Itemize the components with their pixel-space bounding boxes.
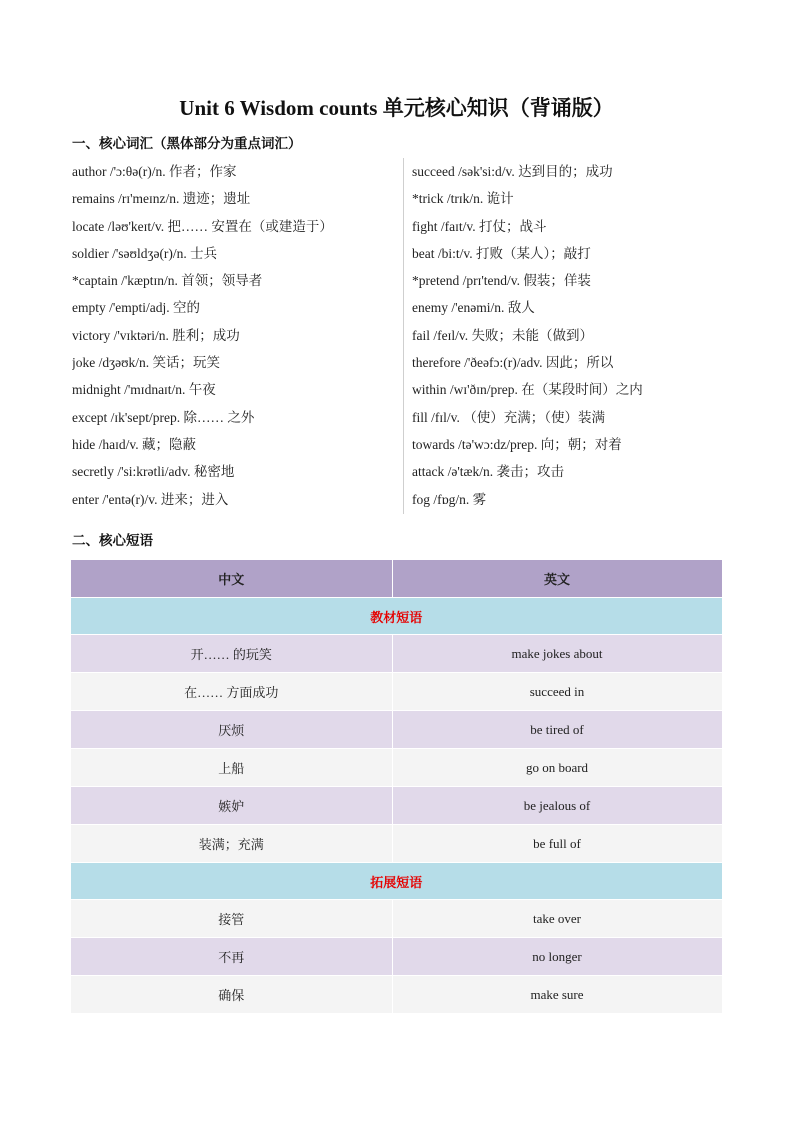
phrase-chinese: 确保 [71, 976, 392, 1014]
vocab-item: attack /ə'tæk/n. 袭击；攻击 [412, 464, 565, 480]
vocab-item: joke /dʒəʊk/n. 笑话；玩笑 [72, 355, 221, 371]
vocab-item: fill /fɪl/v. （使）充满；（使）装满 [412, 409, 605, 425]
table-row [71, 749, 722, 787]
phrase-chinese: 厌烦 [71, 711, 392, 749]
vocab-item: within /wɪ'ðɪn/prep. 在（某段时间）之内 [412, 382, 643, 398]
column-header-english: 英文 [392, 560, 722, 598]
phrase-chinese: 装满；充满 [71, 825, 392, 863]
phrase-english: make sure [392, 976, 722, 1014]
table-row [71, 825, 722, 863]
vocab-item: author /'ɔ:θə(r)/n. 作者；作家 [72, 164, 237, 179]
section-heading-vocabulary: 一、核心词汇（黑体部分为重点词汇） [72, 136, 302, 151]
table-row [71, 711, 722, 749]
category-label: 拓展短语 [71, 863, 722, 900]
vocabulary-list-right [403, 158, 732, 514]
vocab-item: therefore /'ðeəfɔ:(r)/adv. 因此；所以 [412, 355, 614, 371]
vocab-item: locate /ləʊ'keɪt/v. 把…… 安置在（或建造于） [72, 218, 333, 234]
table-row [71, 938, 722, 976]
vocab-item: remains /rɪ'meɪnz/n. 遗迹；遗址 [72, 191, 251, 207]
vocab-item: *captain /'kæptɪn/n. 首领；领导者 [72, 273, 263, 289]
vocab-item: *trick /trɪk/n. 诡计 [412, 191, 514, 207]
vocab-item: enemy /'enəmi/n. 敌人 [412, 300, 535, 316]
phrase-english: go on board [392, 749, 722, 787]
table-row [71, 900, 722, 938]
vocab-item: fog /fɒg/n. 雾 [412, 491, 487, 507]
phrase-chinese: 不再 [71, 938, 392, 976]
phrase-english: be tired of [392, 711, 722, 749]
table-row [71, 635, 722, 673]
vocab-item: towards /tə'wɔ:dz/prep. 向；朝；对着 [412, 436, 622, 452]
vocab-item: hide /haɪd/v. 藏；隐蔽 [72, 436, 196, 452]
category-label: 教材短语 [71, 598, 722, 635]
category-row-textbook [71, 598, 722, 635]
phrase-chinese: 在…… 方面成功 [71, 673, 392, 711]
table-row [71, 673, 722, 711]
vocab-item: except /ɪk'sept/prep. 除…… 之外 [72, 409, 255, 425]
table-header-row [71, 560, 722, 598]
vocab-item: *pretend /prɪ'tend/v. 假装；佯装 [412, 273, 591, 289]
vocab-item: succeed /sək'si:d/v. 达到目的；成功 [412, 164, 613, 179]
vocab-item: victory /'vɪktəri/n. 胜利；成功 [72, 327, 240, 343]
phrase-chinese: 开…… 的玩笑 [71, 635, 392, 673]
phrase-english: succeed in [392, 673, 722, 711]
vocab-item: soldier /'səʊldʒə(r)/n. 士兵 [72, 245, 218, 261]
table-row [71, 976, 722, 1014]
category-row-extended [71, 863, 722, 900]
phrase-english: no longer [392, 938, 722, 976]
page-title: Unit 6 Wisdom counts 单元核心知识（背诵版） [179, 96, 614, 120]
phrase-english: make jokes about [392, 635, 722, 673]
phrase-chinese: 上船 [71, 749, 392, 787]
phrase-table [71, 560, 723, 1014]
vocabulary-list-left [72, 158, 397, 513]
vocab-item: beat /bi:t/v. 打败（某人）；敲打 [412, 245, 591, 261]
phrase-english: be jealous of [392, 787, 722, 825]
phrase-chinese: 嫉妒 [71, 787, 392, 825]
vocab-item: empty /'empti/adj. 空的 [72, 300, 201, 316]
table-row [71, 787, 722, 825]
vocab-item: enter /'entə(r)/v. 进来；进入 [72, 491, 229, 507]
section-heading-phrases: 二、核心短语 [72, 533, 153, 548]
vocab-item: fight /faɪt/v. 打仗；战斗 [412, 218, 547, 234]
phrase-english: take over [392, 900, 722, 938]
phrase-chinese: 接管 [71, 900, 392, 938]
column-header-chinese: 中文 [71, 560, 392, 598]
vocab-item: secretly /'si:krətli/adv. 秘密地 [72, 464, 235, 480]
vocab-item: fail /feɪl/v. 失败；未能（做到） [412, 327, 593, 343]
phrase-english: be full of [392, 825, 722, 863]
vocab-item: midnight /'mɪdnaɪt/n. 午夜 [72, 382, 216, 398]
